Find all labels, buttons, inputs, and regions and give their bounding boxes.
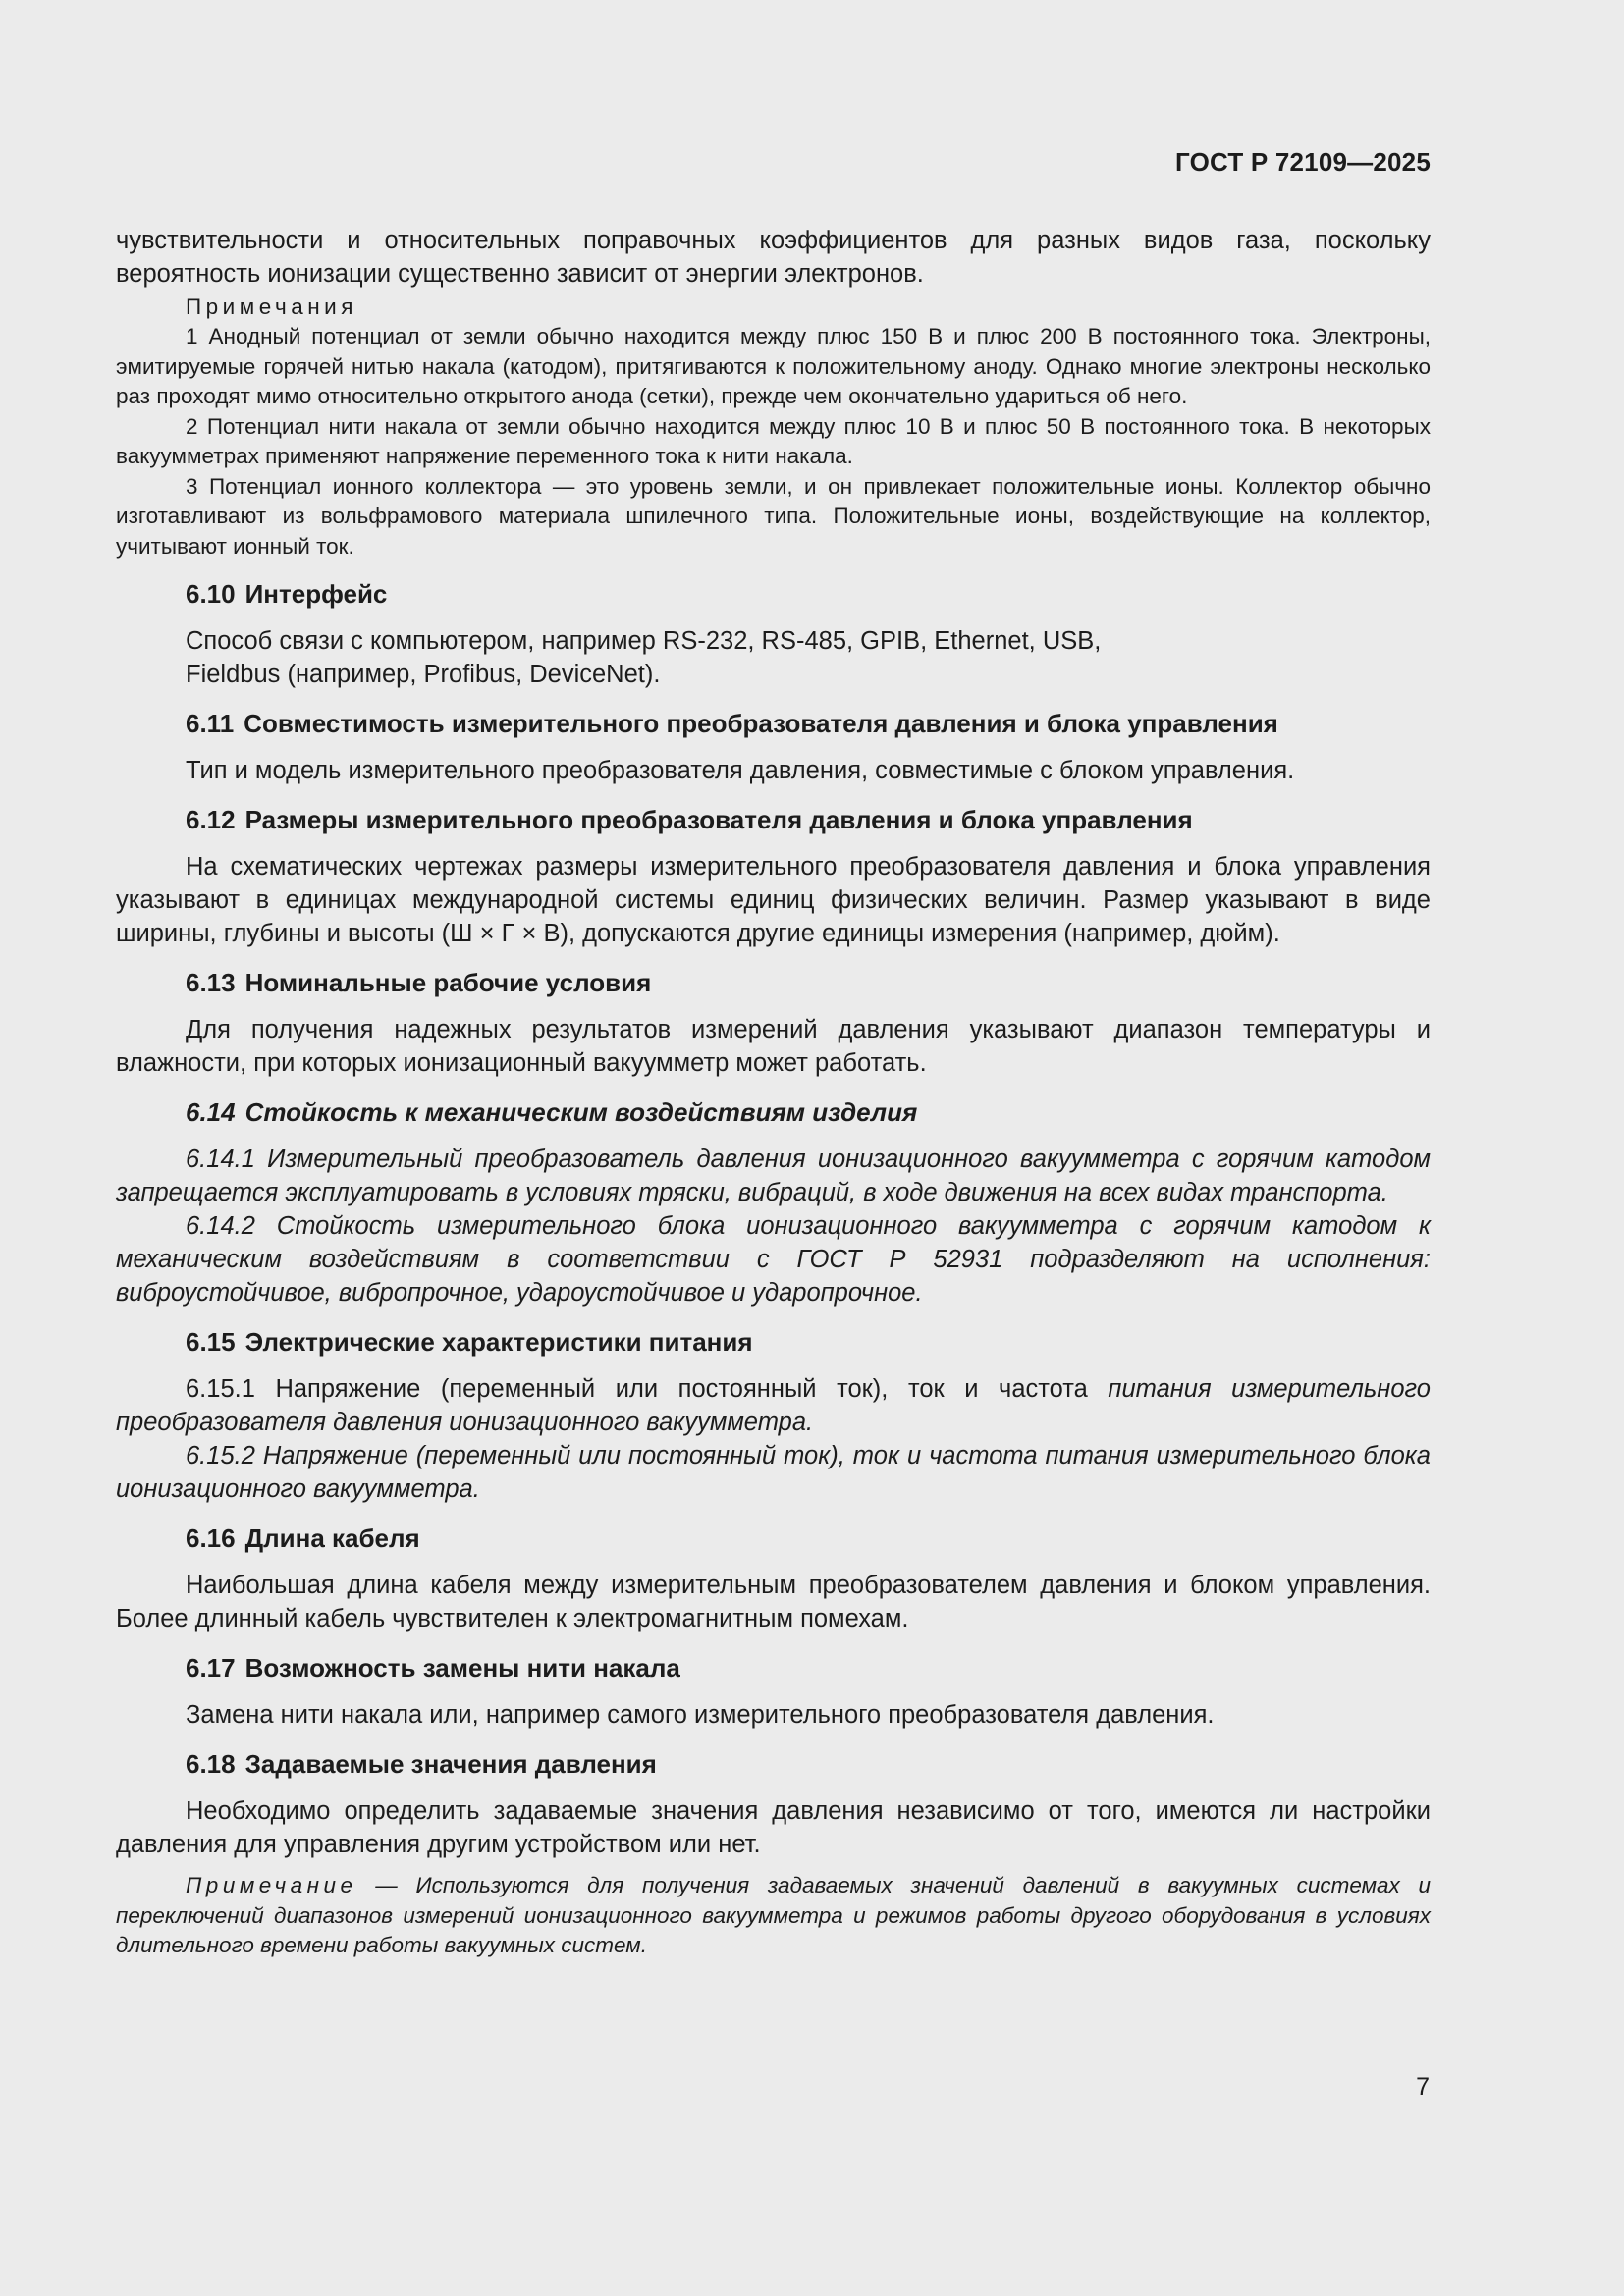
section-6-10-line-1: Способ связи с компьютером, например RS-232, RS-485, GPIB, Ethernet, USB, <box>186 627 1102 655</box>
section-number: 6.13 <box>186 968 236 997</box>
notes-title: Примечания <box>186 294 357 319</box>
section-6-15-2-text: 6.15.2 Напряжение (переменный или постоянный ток), ток и частота питания измерительного блока ионизационного вакуумметра. <box>116 1442 1431 1503</box>
section-6-15-1-text <box>116 1372 1431 1439</box>
section-6-17-text: Замена нити накала или, например самого измерительного преобразователя давления. <box>186 1701 1215 1729</box>
intro-paragraph: чувствительности и относительных поправочных коэффициентов для разных видов газа, поскольку вероятность ионизации существенно зависит от энергии электронов. <box>116 227 1431 288</box>
section-6-18-heading <box>116 1747 1431 1781</box>
section-number: 6.15 <box>186 1327 236 1357</box>
page-number: 7 <box>1416 2073 1430 2101</box>
section-6-13-text: Для получения надежных результатов измерений давления указывают диапазон температуры и влажности, при которых ионизационный вакуумметр может работать. <box>116 1016 1431 1077</box>
section-6-12-text: На схематических чертежах размеры измерительного преобразователя давления и блока управления указывают в единицах международной системы единиц физических величин. Размер указывают в виде ширины, глубины и высоты (Ш × Г × В), допускаются другие единицы измерения (например, дюйм). <box>116 853 1431 947</box>
section-title: Стойкость к механическим воздействиям изделия <box>244 1097 918 1127</box>
section-title: Совместимость измерительного преобразователя давления и блока управления <box>244 709 1278 738</box>
section-6-15-1-italic: питания измерительного преобразователя давления ионизационного вакуумметра. <box>116 1375 1431 1436</box>
section-6-11-text: Тип и модель измерительного преобразователя давления, совместимые с блоком управления. <box>186 757 1295 784</box>
note-text: — Используются для получения задаваемых значений давлений в вакуумных системах и переключений диапазонов измерений ионизационного вакуумметра и режимов работы другого оборудования в условиях длительного времени работы вакуумных систем. <box>116 1873 1431 1957</box>
section-6-14-heading <box>116 1095 1431 1129</box>
section-number: 6.14 <box>186 1097 236 1127</box>
section-title: Возможность замены нити накала <box>244 1653 680 1682</box>
section-number: 6.17 <box>186 1653 236 1682</box>
section-6-18-note <box>116 1871 1431 1961</box>
note-1: 1 Анодный потенциал от земли обычно находится между плюс 150 В и плюс 200 В постоянного тока. Электроны, эмитируемые горячей нитью накала (катодом), притягиваются к положительному аноду. Однако многие электроны несколько раз проходят мимо относительно открытого анода (сетки), прежде чем окончательно удариться об него. <box>116 324 1431 408</box>
section-number: 6.11 <box>186 709 235 738</box>
section-6-16-heading <box>116 1522 1431 1555</box>
section-6-15-1-normal: 6.15.1 Напряжение (переменный или постоянный ток), ток и частота <box>186 1375 1109 1403</box>
page-content <box>116 224 1431 1961</box>
section-title: Длина кабеля <box>244 1523 420 1553</box>
note-label: Примечание <box>186 1873 357 1897</box>
section-6-10-line-2: Fieldbus (например, Profibus, DeviceNet). <box>186 661 661 688</box>
section-number: 6.18 <box>186 1749 236 1779</box>
section-6-17-heading <box>116 1651 1431 1684</box>
section-6-10-heading <box>116 577 1431 611</box>
section-title: Номинальные рабочие условия <box>244 968 652 997</box>
section-title: Электрические характеристики питания <box>244 1327 753 1357</box>
standard-header: ГОСТ Р 72109—2025 <box>1175 147 1431 177</box>
section-number: 6.10 <box>186 579 236 609</box>
section-6-13-heading <box>116 966 1431 999</box>
section-6-12-heading <box>116 803 1431 836</box>
section-6-15-heading <box>116 1325 1431 1359</box>
section-title: Размеры измерительного преобразователя давления и блока управления <box>244 805 1193 834</box>
section-6-14-2-text: 6.14.2 Стойкость измерительного блока ионизационного вакуумметра с горячим катодом к механическим воздействиям в соответствии с ГОСТ Р 52931 подразделяют на исполнения: виброустойчивое, вибропрочное, удароустойчивое и ударопрочное. <box>116 1212 1431 1307</box>
section-title: Интерфейс <box>244 579 388 609</box>
section-number: 6.16 <box>186 1523 236 1553</box>
section-number: 6.12 <box>186 805 236 834</box>
section-title: Задаваемые значения давления <box>244 1749 657 1779</box>
section-6-16-text: Наибольшая длина кабеля между измерительным преобразователем давления и блоком управления. Более длинный кабель чувствителен к электромагнитным помехам. <box>116 1572 1431 1632</box>
section-6-14-1-text: 6.14.1 Измерительный преобразователь давления ионизационного вакуумметра с горячим катодом запрещается эксплуатировать в условиях тряски, вибраций, в ходе движения на всех видах транспорта. <box>116 1146 1431 1206</box>
note-2: 2 Потенциал нити накала от земли обычно находится между плюс 10 В и плюс 50 В постоянного тока. В некоторых вакуумметрах применяют напряжение переменного тока к нити накала. <box>116 413 1431 468</box>
section-6-18-text: Необходимо определить задаваемые значения давления независимо от того, имеются ли настройки давления для управления другим устройством или нет. <box>116 1797 1431 1858</box>
section-6-11-heading <box>116 707 1431 740</box>
note-3: 3 Потенциал ионного коллектора — это уровень земли, и он привлекает положительные ионы. Коллектор обычно изготавливают из вольфрамового материала шпилечного типа. Положительные ионы, воздействующие на коллектор, учитывают ионный ток. <box>116 473 1431 559</box>
